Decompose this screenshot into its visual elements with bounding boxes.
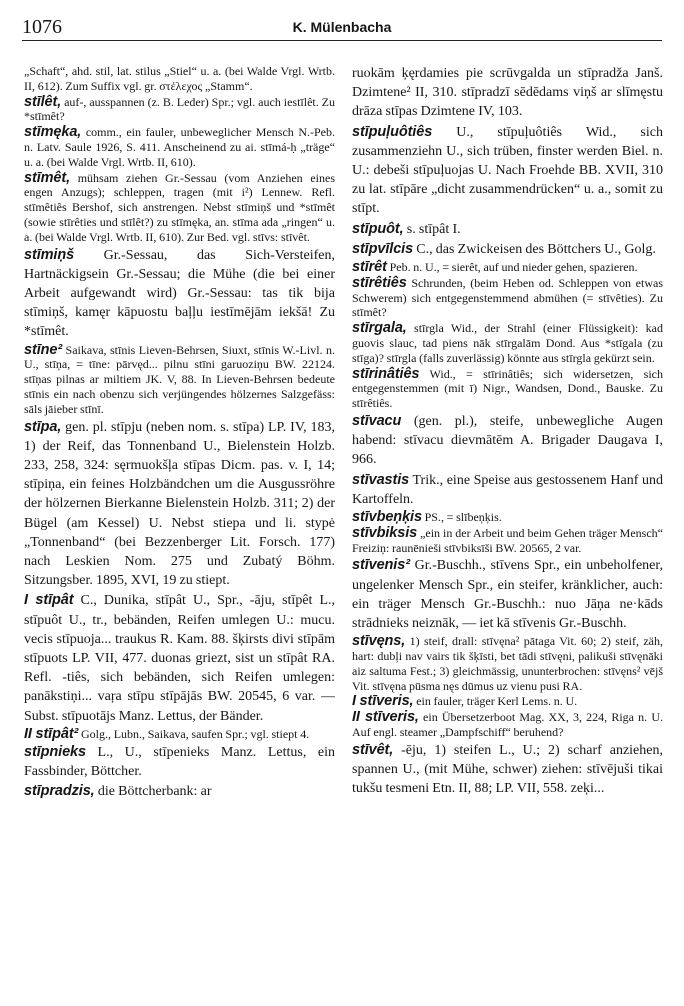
entry-headword: stīrinâtiês xyxy=(352,365,420,382)
entry-text: ruokām ķęrdamies pie scrūvgalda un stīpradža Janš. Dzimtene² II, 310. stīpradzī sēdēdams viņš ar slīmęstu drāza stīpas Dzimtene IV, 103. xyxy=(352,66,663,120)
entry-headword: stīmiņš xyxy=(24,246,75,263)
dictionary-entry xyxy=(352,634,663,693)
entry-text: stīrgla Wid., der Strahl (einer Flüssigkeit): kad guovis slauc, tad piens nāk stīrgalām Dond. Aus *stīgala (zu stīga)? stīrgla (falls zuverlässig) könnte aus stīrgla gekürzt sein. xyxy=(352,321,663,365)
dictionary-entry xyxy=(352,412,663,470)
entry-headword: stīrgala, xyxy=(352,320,407,337)
entry-headword: stīpa, xyxy=(24,418,62,435)
running-title: K. Mülenbacha xyxy=(292,19,392,35)
page-number: 1076 xyxy=(22,16,62,38)
dictionary-entry xyxy=(24,743,335,781)
page-header xyxy=(22,14,662,41)
dictionary-entry xyxy=(352,710,663,740)
entry-text: (gen. pl.), steife, unbewegliche Augen habend: stīvacu dievmātēm A. Brigader Daugava I, 966. xyxy=(352,414,663,468)
entry-text: Gr.-Sessau, das Sich-Versteifen, Hartnäckigsein Gr.-Sessau; die Mühe (die bei einer Arbeit aufgewandt wird) Gr.-Sessau: tas tik bija stīmiņš, kamęr kāpuostu baļļu iestīmējām iekšā! Zu *stīmêt. xyxy=(24,247,335,340)
dictionary-entry xyxy=(352,64,663,122)
dictionary-entry xyxy=(24,591,335,725)
entry-text: ein fauler, träger Kerl Lems. n. U. xyxy=(416,694,578,709)
entry-headword: stīvęns, xyxy=(352,633,406,650)
dictionary-entry xyxy=(24,418,335,591)
entry-text: mühsam ziehen Gr.-Sessau (vom Anziehen eines engen Anzugs); schleppen, tragen (mit i²) Lennew. Refl. stīmêtiês Bershof, sich anstrengen. Nebst stīmiņš und *stīmêt (sowie stīrêties und stīlêt?) zu stīmęka, an. stīma ada „ringen“ u. a. (bei Walde Vrgl. Wrtb. II, 610). Zur Bed. vgl. stīvs: stīvêt. xyxy=(24,170,335,244)
right-column xyxy=(352,64,663,799)
dictionary-entry xyxy=(352,321,663,365)
entry-headword: stīvenis² xyxy=(352,557,410,574)
entry-headword: stīpradzis, xyxy=(24,783,95,800)
dictionary-entry xyxy=(352,240,663,259)
entry-text: Peb. n. U., = sierêt, auf und nieder gehen, spazieren. xyxy=(389,260,638,275)
dictionary-entry xyxy=(352,526,663,556)
entry-headword: stīne² xyxy=(24,341,63,358)
dictionary-entry xyxy=(24,125,335,169)
entry-text: L., U., stīpenieks Manz. Lettus, ein Fassbinder, Böttcher. xyxy=(24,744,335,779)
entry-text: PS., = slībeņķis. xyxy=(424,510,502,525)
entry-headword: stīvbeņķis xyxy=(352,509,422,526)
entry-text: Trik., eine Speise aus gestossenem Hanf und Kartoffeln. xyxy=(352,472,663,507)
dictionary-entry xyxy=(24,171,335,245)
dictionary-entry xyxy=(352,471,663,509)
entry-text: Wid., = stīrinâtiês; sich widersetzen, sich entgegenstemmen (mit ī) Nigr., Wandsen, Dond., Bauske. Zu stīrêtiês. xyxy=(352,366,663,411)
dictionary-entry xyxy=(24,64,335,94)
entry-headword: II stīveris, xyxy=(352,709,419,726)
entry-text: Saikava, stīnis Lieven-Behrsen, Siuxt, stīnis W.-Livl. n. U., stīņa, = tīne: pārvęd... pilnu stīni garuoziņu BW. 22124. stīņas pilnas ar miltiem JK. V, 88. In Lieven-Behrsen bedeute stīnis ein nach obenzu sich verjüngendes hölzernes Salzgefäss: sāls jāieber stīnī. xyxy=(24,342,335,416)
entry-text: C., das Zwickeisen des Böttchers U., Golg. xyxy=(416,241,656,257)
dictionary-entry xyxy=(352,276,663,320)
entry-headword: stīpuļuôtiês xyxy=(352,123,433,140)
entry-headword: stīvbiksis xyxy=(352,524,418,541)
entry-text: U., stīpuļuôtiês Wid., sich zusammenziehn U., sich trüben, finster werden Biel. n. U.: debeši stīpuļuojas U. Nach Froehde BB. XVII, 310 zu lat. stīpāre „dicht zusammendrücken“ u. a., somit zu stīpt. xyxy=(352,124,663,217)
dictionary-entry xyxy=(352,556,663,633)
entry-headword: stīvacu xyxy=(352,413,402,429)
entry-headword: I stīpât xyxy=(24,592,74,609)
dictionary-entry xyxy=(24,246,335,342)
entry-headword: stīpnieks xyxy=(24,743,86,760)
entry-text: -ēju, 1) steifen L., U.; 2) scharf anziehen, spannen U., (mit Mühe, schwer) ziehen: stīvējuši tikai tukšu tesmeni Etn. II, 88; LP. VII, 558. zeķi... xyxy=(352,742,663,797)
dictionary-entry xyxy=(352,741,663,799)
entry-headword: stīrêt xyxy=(352,259,387,276)
entry-headword: stīmęka, xyxy=(24,124,82,141)
entry-headword: stīmêt, xyxy=(24,169,71,186)
dictionary-entry xyxy=(352,220,663,239)
entry-headword: stīvastis xyxy=(352,471,410,488)
entry-text: auf-, ausspannen (z. B. Leder) Spr.; vgl. auch iestīlêt. Zu *stīmêt? xyxy=(24,94,335,124)
entry-headword: stīrêtiês xyxy=(352,274,407,291)
entry-headword: stīpvīlcis xyxy=(352,240,414,257)
entry-text: Gr.-Buschh., stīvens Spr., ein unbeholfener, ungelenker Mensch Spr., ein steifer, kränklicher, auch: ein träger Mensch Gr.-Buschh.: nuo Jāņa ne·kāds strādnieks neiznāk, — iet kā stīvenis Gr.-Buschh. xyxy=(352,558,663,632)
entry-text: Schrunden, (beim Heben od. Schleppen von etwas Schwerem) sich entgegenstemmend abmühen (= stīvêties). Zu stīmêt? xyxy=(352,275,663,320)
entry-text: 1) steif, drall: stīvęna² pātaga Vit. 60; 2) steif, zäh, hart: dubļi nav vairs tik šķīsti, bet tādi stīvęni, palikuši stīvęnāki aiz saltuma Fest.; 3) gleichmässig, ununterbrochen: stīvęns² vējš Vit. stīvęna pūsma nęs dūmus uz vienu pusi RA. xyxy=(352,634,663,693)
dictionary-entry xyxy=(352,367,663,411)
dictionary-entry xyxy=(352,694,663,709)
entry-text: „Schaft“, ahd. stil, lat. stilus „Stiel“ u. a. (bei Walde Vrgl. Wrtb. II, 612). Zum Suffix vgl. gr. στέλεχος „Stamm“. xyxy=(24,64,335,93)
entry-headword: stīvêt, xyxy=(352,741,394,758)
entry-text: comm., ein fauler, unbeweglicher Mensch N.-Peb. n. Latv. Saule 1926, S. 411. Anscheinend zu ai. stīmá-ḥ „träge“ u. a. (bei Walde Vrgl. Wrtb. II, 610). xyxy=(24,125,335,169)
entry-headword: I stīveris, xyxy=(352,693,414,710)
entry-text: „ein in der Arbeit und beim Gehen träger Mensch“ Freiziņ: raunēnieši stīvbiksīši BW. 20565, 2 var. xyxy=(352,525,663,555)
left-column xyxy=(24,64,335,802)
dictionary-entry xyxy=(24,343,335,417)
dictionary-entry xyxy=(352,123,663,219)
entry-text: Golg., Lubn., Saikava, saufen Spr.; vgl. stiept 4. xyxy=(81,726,310,741)
entry-headword: II stīpât² xyxy=(24,725,79,742)
entry-text: die Böttcherbank: ar xyxy=(97,784,212,800)
entry-headword: stīpuôt, xyxy=(352,220,404,237)
dictionary-entry xyxy=(24,727,335,742)
dictionary-entry xyxy=(352,510,663,525)
dictionary-entry xyxy=(352,260,663,275)
dictionary-entry xyxy=(24,782,335,801)
entry-text: s. stīpât I. xyxy=(406,221,461,237)
dictionary-entry xyxy=(24,95,335,125)
entry-text: ein Übersetzerboot Mag. XX, 3, 224, Riga n. U. Auf engl. steamer „Dampfschiff“ beruhend? xyxy=(352,710,663,739)
entry-text: gen. pl. stīpju (neben nom. s. stīpa) LP. IV, 183, 1) der Reif, das Tonnenband U., Bielenstein Holzb. 233, 258, 324: sęrmuokšļa stīpas Dicm. pas. v. I, 14; stīpiņa, ein feines Holzbändchen um die Ausgussröhre der hölzernen Bierkanne Bielenstein Holzb. 311; 2) der Bügel (am Kessel) U. Nebst stiepa und li. stypė „Tonnenband“ (bei Bezzenberger Lit. Forsch. 177) nach Leskien Nom. 275 und Zubatý Böhm. Sitzungsber. 1895, XVI, 19 zu stiept. xyxy=(24,419,335,589)
entry-text: C., Dunika, stīpât U., Spr., -āju, stīpêt L., stīpuôt U., tr., bebänden, Reifen umlegen U.: mucu. vecis stīpuoja... traukus R. Kam. 88. šķirsts divi stīpām stīpuots LP. VII, 477. duonas griezt, sist un stīpât RA. Refl. -tiês, sich bebänden, sich Reifen umlegen: panākstiņi... vaŗa stīpu stīpājās BW. 20545, 6 var. — Subst. stīpuotājs Manz. Lettus, der Bänder. xyxy=(24,593,335,724)
entry-headword: stīlêt, xyxy=(24,93,62,110)
